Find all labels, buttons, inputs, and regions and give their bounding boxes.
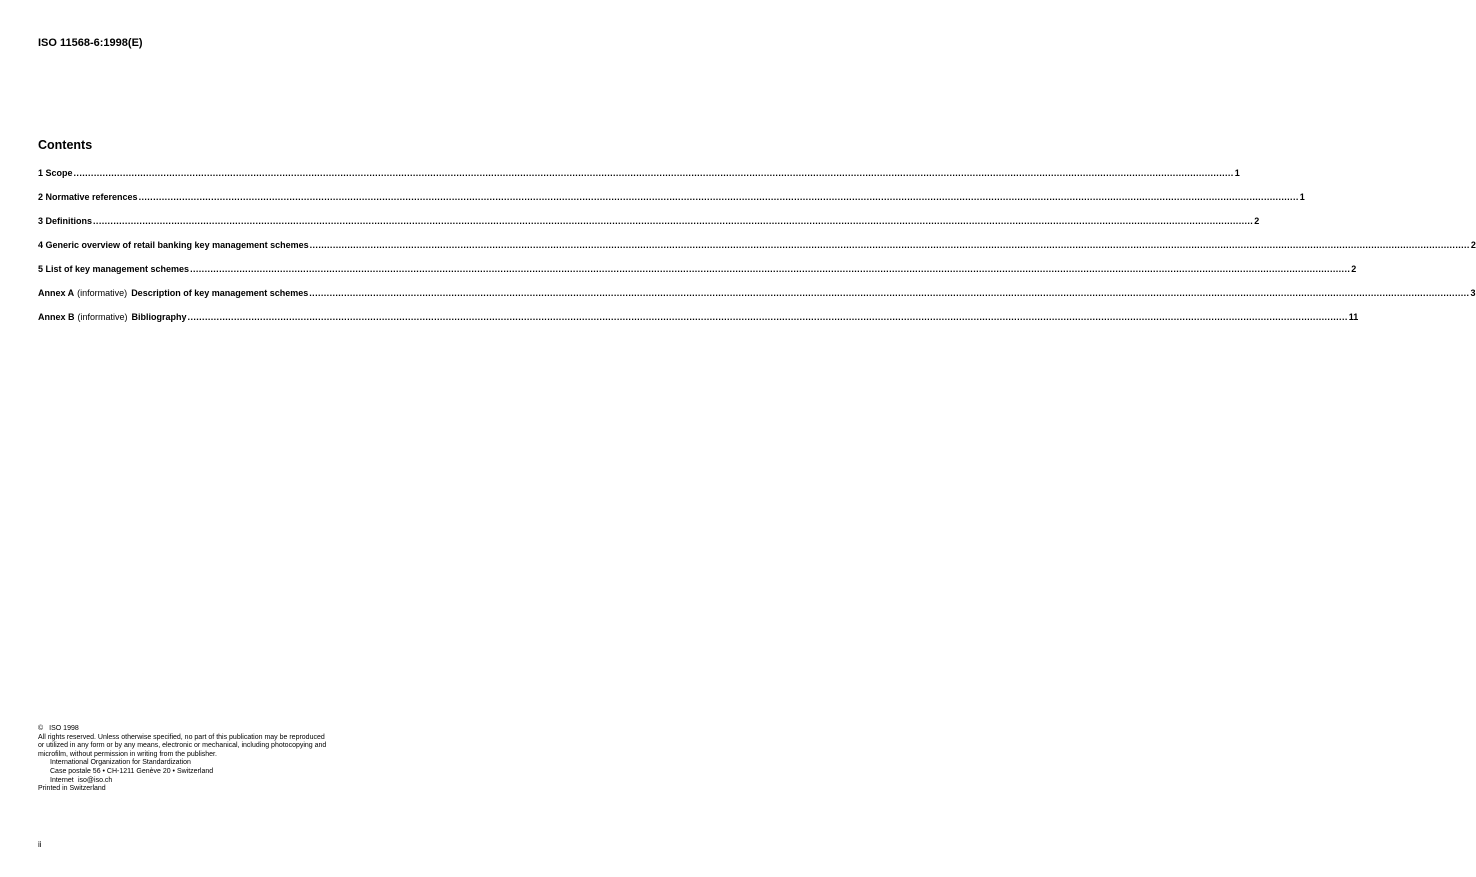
internet-address-link[interactable]: iso@iso.ch: [77, 776, 113, 784]
toc-entry-page: 1: [1299, 192, 1305, 202]
toc-entry-generic-overview[interactable]: [38, 240, 1476, 264]
toc-entry-page: 2: [1254, 216, 1260, 226]
toc-entry-scope[interactable]: [38, 168, 1240, 192]
toc-entry-annex-b[interactable]: [38, 312, 1359, 336]
rights-line-3: microfilm, without permission in writing from the publisher.: [38, 750, 217, 758]
toc-entry-page: 1: [1234, 168, 1240, 178]
toc-entry-title: 3 Definitions: [38, 216, 93, 226]
toc-entry-note: (informative): [77, 312, 128, 322]
rights-line-1: All rights reserved. Unless otherwise specified, no part of this publication may be reproduced: [38, 733, 325, 741]
toc-dot-leader: ................................................................................................................................................................................................................................................................................................................................................................................................................: [190, 264, 1351, 274]
copyright-notice: [38, 725, 398, 794]
toc-entry-page: 3: [1470, 288, 1476, 298]
toc-dot-leader: ................................................................................................................................................................................................................................................................................................................................................................................................................: [187, 312, 1348, 322]
organization-address: Case postale 56 • CH-1211 Genève 20 • Switzerland: [50, 767, 214, 775]
toc-entry-title: 1 Scope: [38, 168, 73, 178]
copyright-year: ISO 1998: [49, 725, 79, 732]
toc-entry-definitions[interactable]: [38, 216, 1260, 240]
copyright-symbol: ©: [38, 725, 44, 732]
internet-label: Internet: [50, 776, 74, 784]
toc-dot-leader: ................................................................................................................................................................................................................................................................................................................................................................................................................: [93, 216, 1254, 226]
toc-entry-page: 11: [1348, 312, 1359, 322]
table-of-contents: [38, 168, 1476, 336]
toc-entry-list-of-schemes[interactable]: [38, 264, 1357, 288]
toc-entry-title: 4 Generic overview of retail banking key management schemes: [38, 240, 309, 250]
printed-in: Printed in Switzerland: [38, 785, 106, 793]
rights-line-2: or utilized in any form or by any means, electronic or mechanical, including photocopying and: [38, 742, 327, 750]
toc-entry-prefix: Annex B: [38, 312, 75, 322]
toc-entry-title: 2 Normative references: [38, 192, 138, 202]
toc-dot-leader: ................................................................................................................................................................................................................................................................................................................................................................................................................: [309, 288, 1470, 298]
toc-entry-page: 2: [1351, 264, 1357, 274]
toc-dot-leader: ................................................................................................................................................................................................................................................................................................................................................................................................................: [309, 240, 1470, 250]
organization-name: International Organization for Standardization: [50, 759, 191, 767]
toc-dot-leader: ................................................................................................................................................................................................................................................................................................................................................................................................................: [73, 168, 1234, 178]
document-id: ISO 11568-6:1998(E): [38, 37, 143, 49]
contents-heading: Contents: [38, 138, 93, 152]
toc-entry-title: Bibliography: [131, 312, 187, 322]
toc-entry-page: 2: [1470, 240, 1476, 250]
page-number: ii: [38, 840, 42, 849]
toc-entry-note: (informative): [77, 288, 128, 298]
toc-entry-annex-a[interactable]: [38, 288, 1476, 312]
organization-internet: [38, 777, 398, 786]
toc-entry-title: Description of key management schemes: [131, 288, 309, 298]
toc-entry-prefix: Annex A: [38, 288, 75, 298]
toc-entry-title: 5 List of key management schemes: [38, 264, 190, 274]
toc-entry-normative-references[interactable]: [38, 192, 1305, 216]
copyright-year-line: [38, 725, 398, 734]
toc-dot-leader: ................................................................................................................................................................................................................................................................................................................................................................................................................: [138, 192, 1299, 202]
